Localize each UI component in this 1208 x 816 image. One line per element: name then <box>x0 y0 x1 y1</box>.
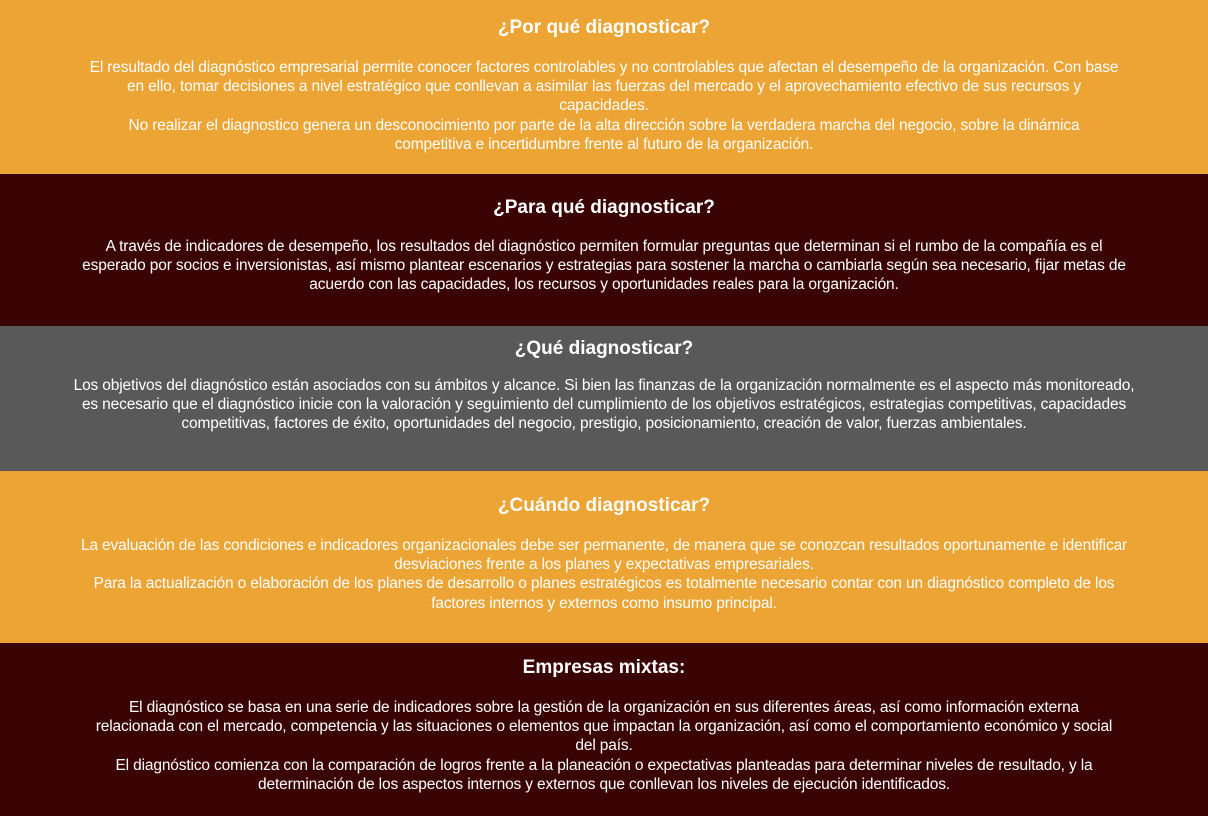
section-paragraph: El diagnóstico se basa en una serie de indicadores sobre la gestión de la organización en sus diferentes áreas, así como información externa relacionada con el mercado, competencia y las situaciones o elementos que impactan la organización, así como el comportamiento económico y social del país. <box>95 699 1113 755</box>
section-title-mixed: Empresas mixtas: <box>522 657 686 678</box>
section-body-when <box>74 536 1134 613</box>
section-body-why <box>89 58 1119 154</box>
section-paragraph: La evaluación de las condiciones e indicadores organizacionales debe ser permanente, de manera que se conozcan resultados oportunamente e identificar desviaciones frente a los planes y expectativas empresariales. <box>80 537 1128 574</box>
section-why-diagnose <box>0 0 1208 174</box>
section-body-what <box>64 376 1144 434</box>
section-paragraph: A través de indicadores de desempeño, los resultados del diagnóstico permiten formular preguntas que determinan si el rumbo de la compañía es el esperado por socios e inversionistas, así mismo plantear escenarios y estrategias para sostener la marcha o cambiarla según sea necesario, fijar metas de acuerdo con las capacidades, los recursos y oportunidades reales para la organización. <box>82 238 1126 294</box>
section-mixed-companies <box>0 643 1208 816</box>
section-paragraph: El diagnóstico comienza con la comparación de logros frente a la planeación o expectativas planteadas para determinar niveles de resultado, y la determinación de los aspectos internos y externos que conllevan los niveles de ejecución identificados. <box>115 756 1093 793</box>
section-title-what-for: ¿Para qué diagnosticar? <box>493 197 715 218</box>
section-paragraph: No realizar el diagnostico genera un desconocimiento por parte de la alta dirección sobre la verdadera marcha del negocio, sobre la dinámica competitiva e incertidumbre frente al futuro de la organización. <box>128 116 1080 153</box>
section-when-diagnose <box>0 471 1208 643</box>
section-what-for-diagnose <box>0 174 1208 326</box>
section-paragraph: El resultado del diagnóstico empresarial permite conocer factores controlables y no controlables que afectan el desempeño de la organización. Con base en ello, tomar decisiones a nivel estratégico que conllevan a asimilar las fuerzas del mercado y el aprovechamiento efectivo de sus recursos y capacidades. <box>89 59 1119 115</box>
section-paragraph: Para la actualización o elaboración de los planes de desarrollo o planes estratégicos es totalmente necesario contar con un diagnóstico completo de los factores internos y externos como insumo principal. <box>93 575 1115 612</box>
section-title-what: ¿Qué diagnosticar? <box>514 338 694 359</box>
section-paragraph: Los objetivos del diagnóstico están asociados con su ámbitos y alcance. Si bien las finanzas de la organización normalmente es el aspecto más monitoreado, es necesario que el diagnóstico inicie con la valoración y seguimiento del cumplimiento de los objetivos estratégicos, estrategias competitivas, capacidades competitivas, factores de éxito, oportunidades del negocio, prestigio, posicionamiento, creación de valor, fuerzas ambientales. <box>73 377 1135 433</box>
section-body-mixed <box>89 698 1119 794</box>
section-body-what-for <box>79 237 1129 295</box>
section-title-when: ¿Cuándo diagnosticar? <box>497 495 711 516</box>
section-title-why: ¿Por qué diagnosticar? <box>497 17 711 38</box>
section-what-to-diagnose <box>0 326 1208 471</box>
